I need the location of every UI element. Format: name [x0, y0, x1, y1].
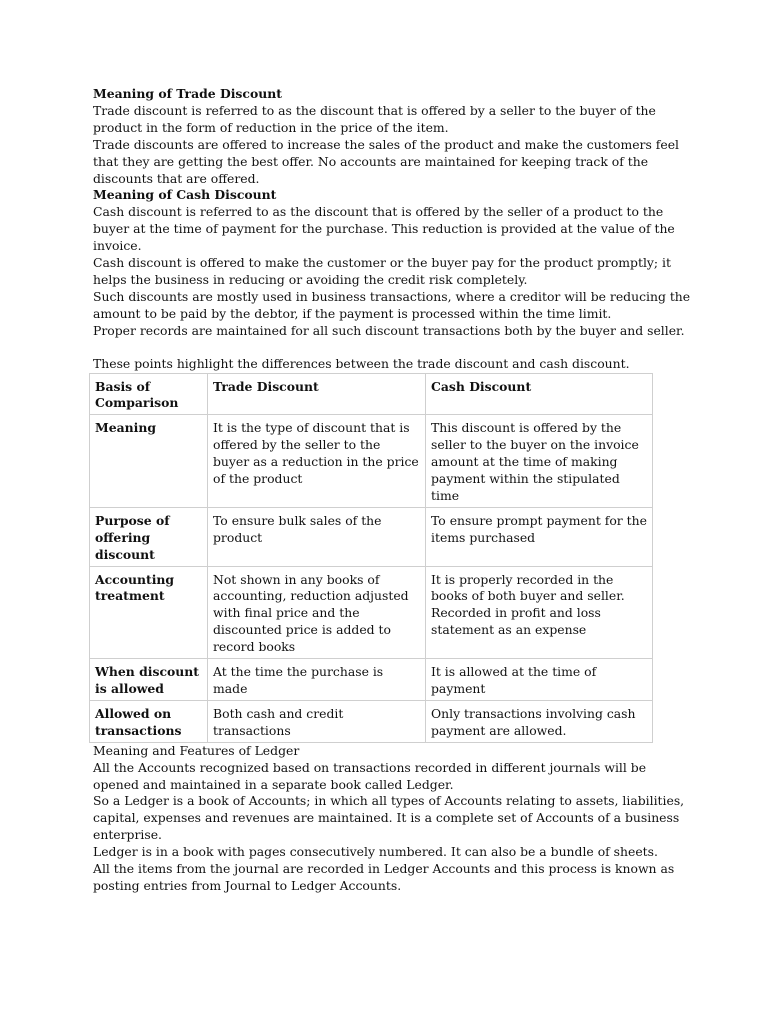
- row-trade-cell: At the time the purchase is made: [208, 659, 426, 701]
- row-cash-cell: To ensure prompt payment for the items purchased: [426, 507, 653, 566]
- header-trade-discount: Trade Discount: [208, 373, 426, 415]
- row-trade-cell: It is the type of discount that is offered by the seller to the buyer as a reduction in the price of the product: [208, 415, 426, 508]
- table-row: [90, 507, 653, 566]
- row-basis-cell: When discount is allowed: [90, 659, 208, 701]
- ledger-paragraph-1: All the Accounts recognized based on transactions recorded in different journals will be opened and maintained in a separate book called Ledger.: [93, 759, 647, 792]
- table-row: [90, 700, 653, 742]
- ledger-paragraph-4: All the items from the journal are recorded in Ledger Accounts and this process is known as posting entries from Journal to Ledger Accounts.: [93, 861, 675, 893]
- cash-discount-paragraph-4: Proper records are maintained for all such discount transactions both by the buyer and seller.: [93, 322, 685, 338]
- document-page: [93, 86, 693, 895]
- comparison-table: [89, 373, 653, 743]
- spacer: [93, 340, 693, 356]
- table-row: [90, 415, 653, 508]
- row-basis-cell: Allowed on transactions: [90, 700, 208, 742]
- table-row: [90, 566, 653, 659]
- trade-discount-heading: Meaning of Trade Discount: [93, 86, 282, 101]
- cash-discount-paragraph-2: Cash discount is offered to make the customer or the buyer pay for the product promptly; it helps the business in reducing or avoiding the credit risk completely.: [93, 255, 671, 287]
- row-cash-cell: It is allowed at the time of payment: [426, 659, 653, 701]
- cash-discount-paragraph-3: Such discounts are mostly used in business transactions, where a creditor will be reducing the amount to be paid by the debtor, if the payment is processed within the time limit.: [93, 288, 691, 321]
- cash-discount-paragraph-1: Cash discount is referred to as the discount that is offered by the seller of a product to the buyer at the time of payment for the purchase. This reduction is provided at the value of the invoice.: [93, 204, 675, 254]
- trade-discount-paragraph-2: Trade discounts are offered to increase the sales of the product and make the customers feel that they are getting the best offer. No accounts are maintained for keeping track of the discounts that are offered.: [93, 136, 679, 186]
- header-basis: Basis of Comparison: [90, 373, 208, 415]
- ledger-paragraph-2: So a Ledger is a book of Accounts; in which all types of Accounts relating to assets, liabilities, capital, expenses and revenues are maintained. It is a complete set of Accounts of a business enterprise.: [93, 793, 685, 843]
- row-cash-cell: Only transactions involving cash payment are allowed.: [426, 700, 653, 742]
- table-header-row: [90, 373, 653, 415]
- row-trade-cell: Not shown in any books of accounting, reduction adjusted with final price and the discounted price is added to record books: [208, 566, 426, 659]
- row-basis-cell: Purpose of offering discount: [90, 507, 208, 566]
- ledger-heading: Meaning and Features of Ledger: [93, 742, 300, 758]
- table-row: [90, 659, 653, 701]
- row-trade-cell: Both cash and credit transactions: [208, 700, 426, 742]
- cash-discount-heading: Meaning of Cash Discount: [93, 187, 277, 203]
- header-cash-discount: Cash Discount: [426, 373, 653, 415]
- comparison-intro: These points highlight the differences between the trade discount and cash discount.: [93, 355, 630, 371]
- row-trade-cell: To ensure bulk sales of the product: [208, 507, 426, 566]
- row-basis-cell: Meaning: [90, 415, 208, 508]
- trade-discount-paragraph-1: Trade discount is referred to as the discount that is offered by a seller to the buyer of the product in the form of reduction in the price of the item.: [93, 102, 656, 135]
- row-basis-cell: Accounting treatment: [90, 566, 208, 659]
- row-cash-cell: This discount is offered by the seller to the buyer on the invoice amount at the time of making payment within the stipulated time: [426, 415, 653, 508]
- row-cash-cell: It is properly recorded in the books of both buyer and seller. Recorded in profit and loss statement as an expense: [426, 566, 653, 659]
- ledger-paragraph-3: Ledger is in a book with pages consecutively numbered. It can also be a bundle of sheets.: [93, 844, 658, 860]
